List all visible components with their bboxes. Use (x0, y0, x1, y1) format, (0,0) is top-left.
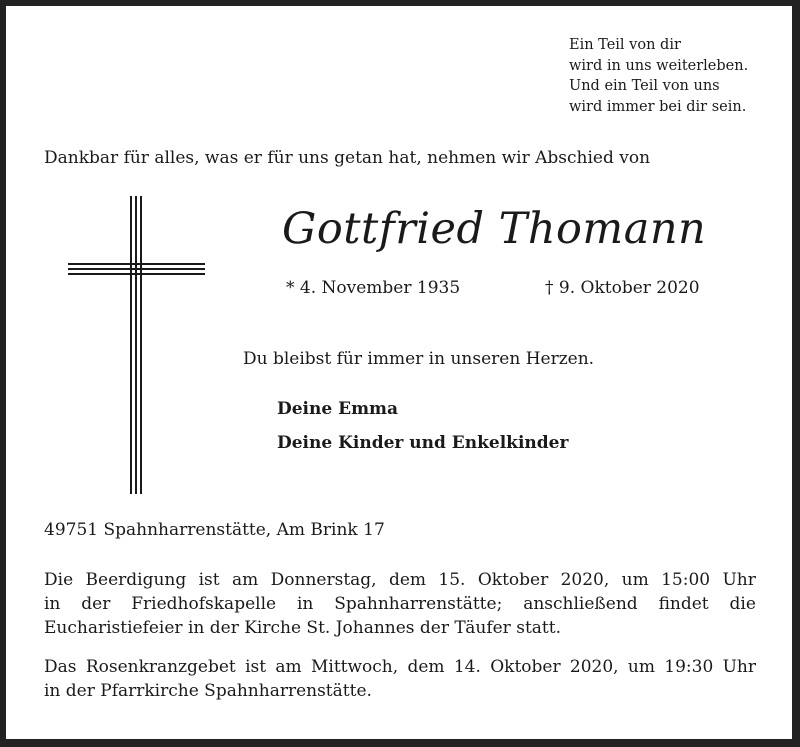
word: Uhr (722, 570, 756, 590)
funeral-line (44, 592, 756, 616)
word: ist (245, 657, 267, 677)
word: Oktober (490, 657, 561, 677)
word: dem (388, 570, 427, 590)
word: Spahnharrenstätte; (334, 594, 503, 614)
word: am (232, 570, 259, 590)
motto-line: Ein Teil von dir (569, 37, 681, 53)
word: 14. (453, 657, 481, 677)
word: 15:00 (661, 570, 711, 590)
mourner-name: Deine Emma (277, 399, 399, 419)
word: Friedhofskapelle (131, 594, 277, 614)
memorial-quote: Du bleibst für immer in unseren Herzen. (243, 349, 595, 369)
motto-line: Und ein Teil von uns (569, 78, 720, 94)
cross-icon (68, 196, 208, 496)
motto-poem (569, 35, 779, 117)
word: Beerdigung (85, 570, 187, 590)
word: 15. (438, 570, 466, 590)
word: findet (658, 594, 709, 614)
word: Das (44, 657, 77, 677)
rosary-details (44, 655, 756, 703)
word: die (729, 594, 756, 614)
funeral-line (44, 568, 756, 592)
deceased-name: Gottfried Thomann (282, 204, 707, 254)
funeral-details (44, 568, 756, 640)
word: dem (407, 657, 445, 677)
death-date: † 9. Oktober 2020 (545, 278, 700, 298)
word: in (296, 594, 314, 614)
word: Die (44, 570, 74, 590)
rosary-line (44, 655, 756, 679)
birth-date: * 4. November 1935 (286, 278, 461, 298)
word: um (621, 570, 649, 590)
motto-line: wird in uns weiterleben. (569, 57, 749, 74)
word: Rosenkranzgebet (85, 657, 236, 677)
funeral-line: Eucharistiefeier in der Kirche St. Johannes der Täufer statt. (44, 618, 561, 638)
word: Uhr (722, 657, 756, 677)
word: um (627, 657, 655, 677)
motto-line: wird immer bei dir sein. (569, 98, 747, 115)
word: 2020, (569, 657, 619, 677)
word: der (81, 594, 111, 614)
word: 2020, (560, 570, 610, 590)
word: Donnerstag, (270, 570, 377, 590)
word: am (275, 657, 302, 677)
word: 19:30 (664, 657, 714, 677)
word: in (44, 594, 61, 614)
word: anschließend (523, 594, 638, 614)
word: Oktober (477, 570, 549, 590)
word: ist (198, 570, 220, 590)
intro-text: Dankbar für alles, was er für uns getan hat, nehmen wir Abschied von (44, 148, 651, 168)
mourner-name: Deine Kinder und Enkelkinder (277, 433, 569, 453)
rosary-line: in der Pfarrkirche Spahnharrenstätte. (44, 681, 372, 701)
family-address: 49751 Spahnharrenstätte, Am Brink 17 (44, 520, 385, 540)
word: Mittwoch, (310, 657, 399, 677)
